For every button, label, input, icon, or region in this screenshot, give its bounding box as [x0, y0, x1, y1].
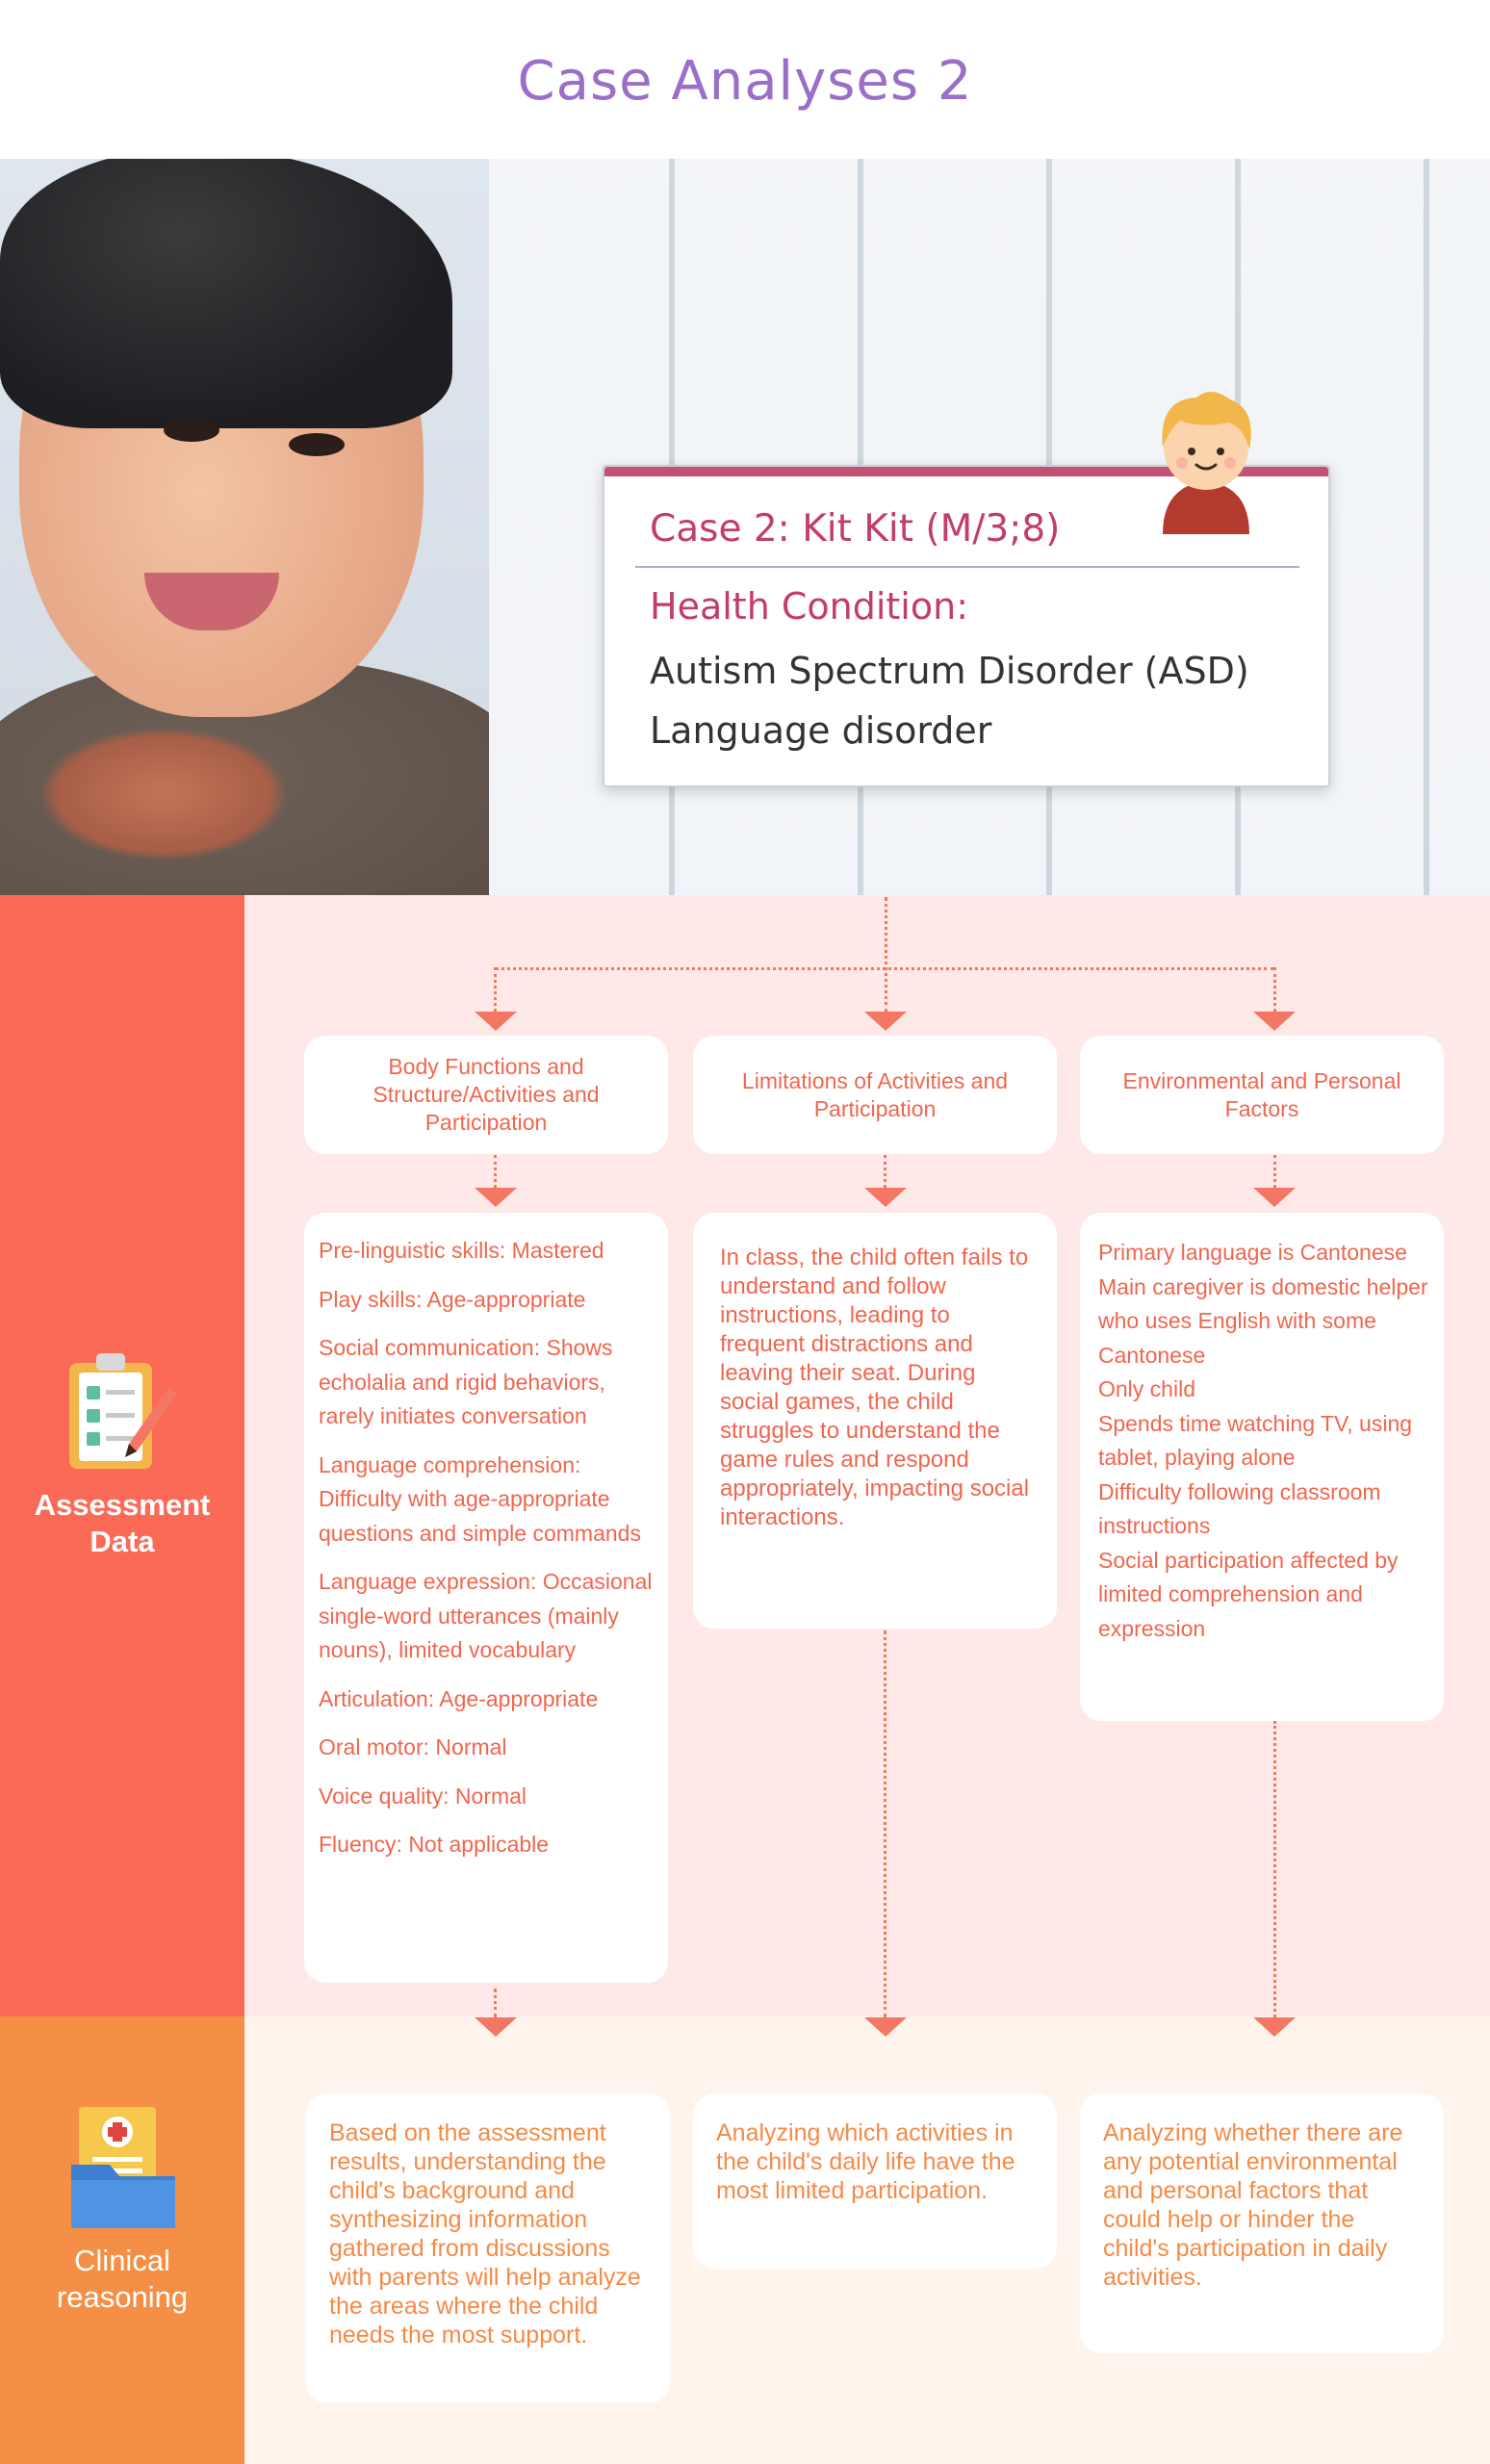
clinical-side-panel: [0, 2016, 244, 2464]
health-condition-label: Health Condition:: [650, 585, 968, 628]
body-functions-list: [304, 1213, 668, 1983]
connector-branch: [495, 967, 1274, 970]
clinical-box-3: [1080, 2093, 1444, 2353]
environmental-text-box: [1080, 1213, 1444, 1721]
arrow-mid-2: [864, 1188, 907, 1207]
heading-limitations: [693, 1036, 1057, 1154]
assessment-label-line1: Assessment: [34, 1488, 211, 1522]
clinical-text-3: Analyzing whether there are any potential environmental and personal factors that could help or hinder the child's participation in daily activities.: [1103, 2119, 1403, 2291]
assessment-label-line2: Data: [90, 1525, 155, 1558]
arrow-mid-1: [475, 1188, 517, 1207]
condition-asd: Autism Spectrum Disorder (ASD): [650, 650, 1249, 692]
arrow-head-3: [1253, 1012, 1296, 1031]
heading-body-functions-text: Body Functions and Structure/Activities and Participation: [372, 1054, 600, 1135]
child-photo: [0, 159, 489, 895]
photo-hair: [0, 159, 452, 428]
heading-environmental-text: Environmental and Personal Factors: [1122, 1067, 1401, 1121]
list-item: Pre-linguistic skills: Mastered: [319, 1238, 604, 1263]
list-item: Fluency: Not applicable: [319, 1832, 550, 1857]
connector-col1-mid: [494, 1155, 497, 1188]
connector-right-down: [1273, 967, 1276, 1012]
connector-left-down: [494, 967, 497, 1012]
limitations-text-box: [693, 1213, 1057, 1629]
list-item: Language expression: Occasional single-word utterances (mainly nouns), limited vocabulary: [319, 1569, 653, 1662]
clinical-side-label: [0, 2243, 244, 2316]
limitations-text: In class, the child often fails to understand and follow instructions, leading to frequent distractions and leaving their seat. During social games, the child struggles to understand the game rules and respond appropriately, impacting social interactions.: [720, 1245, 1030, 1530]
heading-environmental: [1080, 1036, 1444, 1154]
medical-folder-icon: [69, 2103, 177, 2233]
clinical-label-line1: Clinical: [74, 2244, 170, 2277]
connector-col2-bottom: [884, 1630, 886, 2017]
clinical-label-line2: reasoning: [56, 2280, 189, 2314]
assessment-side-label: [0, 1487, 244, 1560]
clinical-text-1: Based on the assessment results, understanding the child's background and synthesizing information gathered from discussions with parents will help analyze the areas where the child needs the most support.: [329, 2119, 641, 2348]
list-item: Voice quality: Normal: [319, 1783, 527, 1809]
photo-shirt-print: [39, 727, 289, 861]
arrow-bottom-3: [1253, 2017, 1296, 2037]
environmental-text: Primary language is Cantonese Main caregiver is domestic helper who uses English with some Cantonese Only child Spends time watching TV, using tablet, playing alone Difficulty following classroom instructions Social participation affected by limited comprehension and expression: [1098, 1240, 1428, 1641]
connector-col3-mid: [1273, 1155, 1276, 1188]
list-item: Social communication: Shows echolalia and rigid behaviors, rarely initiates conversation: [319, 1335, 613, 1428]
connector-col1-bottom: [494, 1989, 497, 2017]
connector-col2-mid: [884, 1155, 886, 1188]
arrow-bottom-2: [864, 2017, 907, 2037]
arrow-head-1: [475, 1012, 517, 1031]
clinical-text-2: Analyzing which activities in the child's daily life have the most limited participation.: [716, 2119, 1015, 2204]
page-title: Case Analyses 2: [517, 50, 973, 113]
connector-main-down: [885, 897, 887, 1013]
heading-body-functions: [304, 1036, 668, 1154]
clinical-box-2: [693, 2093, 1057, 2269]
list-item: Play skills: Age-appropriate: [319, 1286, 586, 1312]
connector-col3-bottom: [1273, 1721, 1276, 2017]
clinical-box-1: [306, 2093, 670, 2403]
child-avatar-icon: [1143, 380, 1269, 534]
list-item: Oral motor: Normal: [319, 1734, 507, 1759]
heading-limitations-text: Limitations of Activities and Participation: [741, 1067, 1009, 1121]
photo-eye-right: [289, 433, 345, 456]
arrow-bottom-1: [475, 2017, 517, 2037]
case-card: [603, 465, 1330, 787]
clipboard-checklist-icon: [65, 1349, 181, 1475]
condition-language-disorder: Language disorder: [650, 709, 992, 752]
list-item: Articulation: Age-appropriate: [319, 1685, 599, 1711]
case-title: Case 2: Kit Kit (M/3;8): [650, 507, 1061, 551]
arrow-head-2: [864, 1012, 907, 1031]
case-divider: [635, 566, 1299, 568]
photo-eye-left: [164, 419, 219, 442]
list-item: Language comprehension: Difficulty with age-appropriate questions and simple commands: [319, 1451, 641, 1546]
arrow-mid-3: [1253, 1188, 1296, 1207]
